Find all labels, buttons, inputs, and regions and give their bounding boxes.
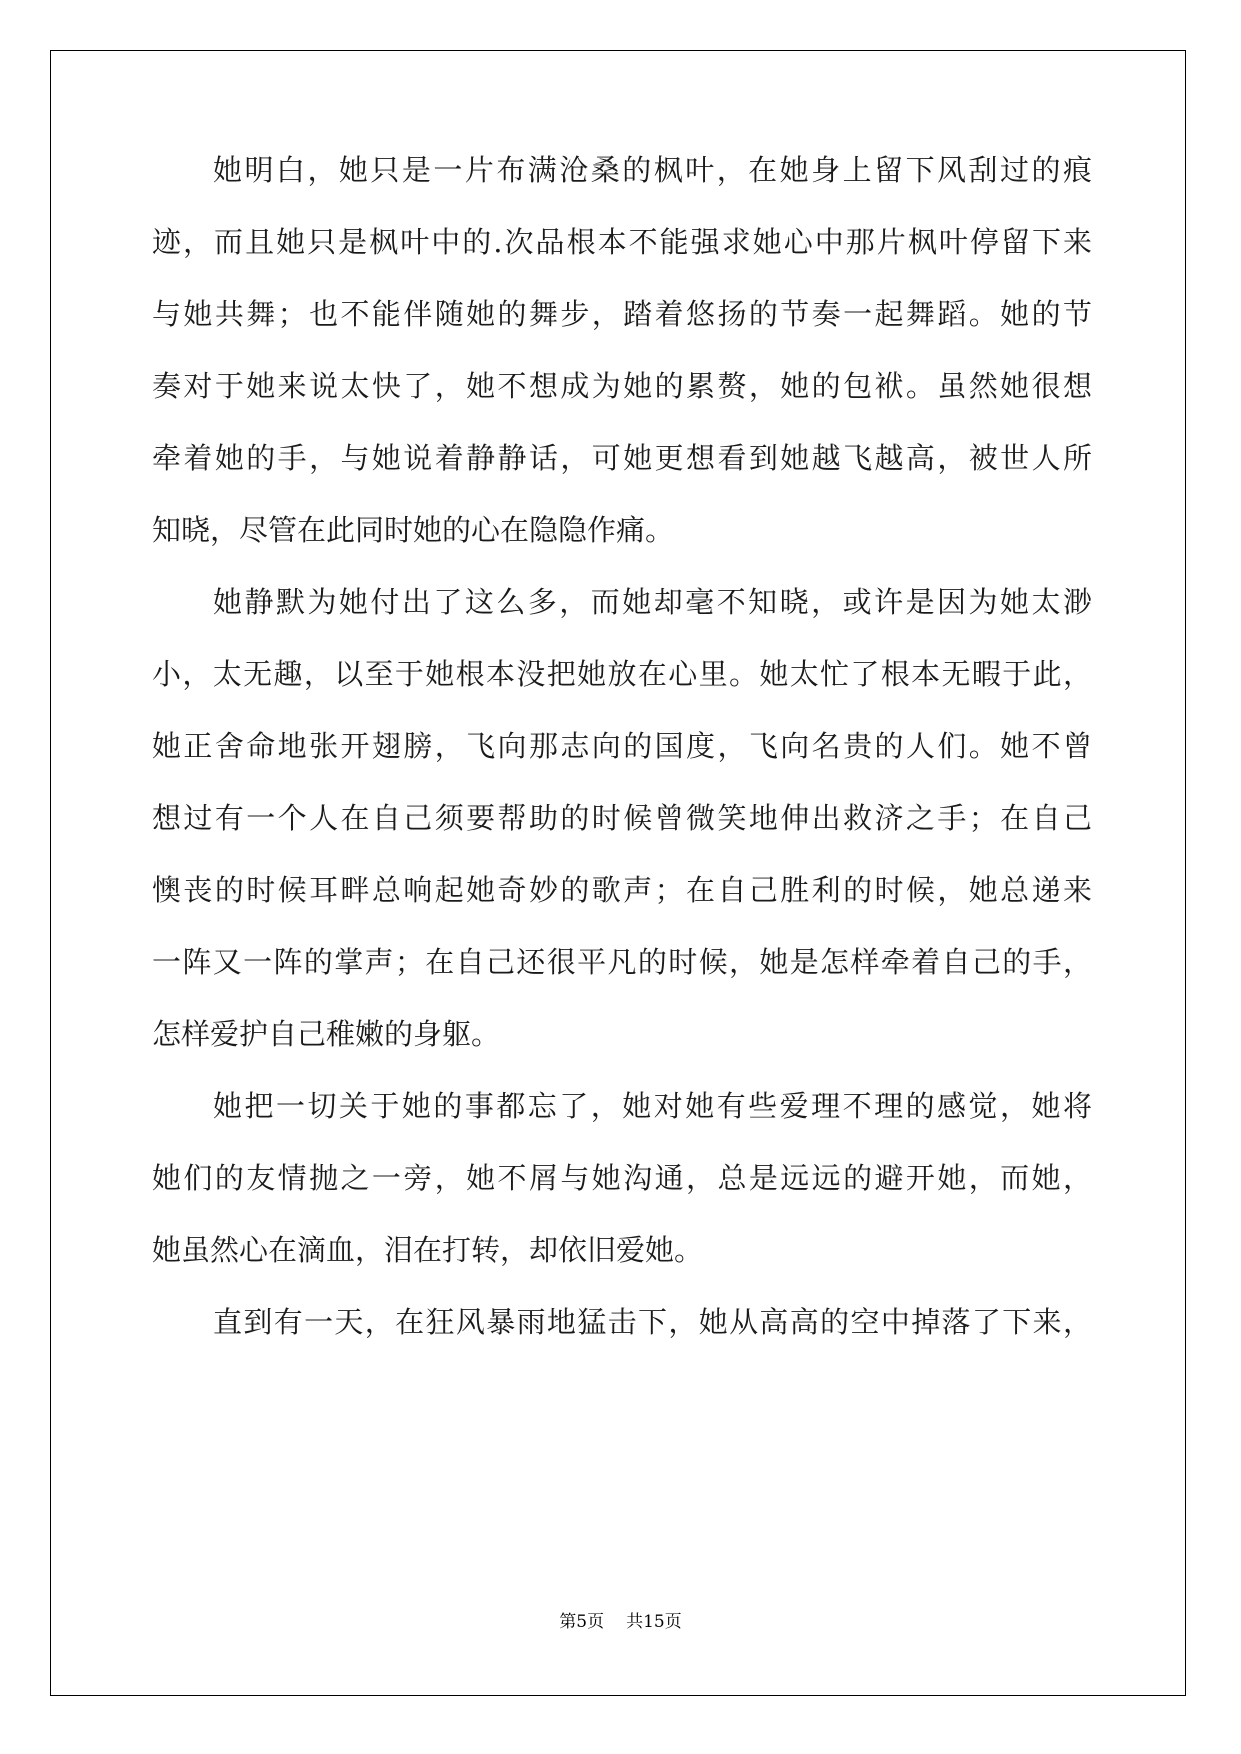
paragraph-1-line-3: 与她共舞；也不能伴随她的舞步，踏着悠扬的节奏一起舞蹈。她的节: [152, 297, 1092, 331]
paragraph-1-line-4: 奏对于她来说太快了，她不想成为她的累赘，她的包袱。虽然她很想: [152, 369, 1092, 403]
paragraph-2-line-1: 她静默为她付出了这么多，而她却毫不知晓，或许是因为她太渺: [213, 585, 1092, 619]
paragraph-1-line-2: 迹，而且她只是枫叶中的.次品根本不能强求她心中那片枫叶停留下来: [152, 225, 1092, 259]
paragraph-1-line-5: 牵着她的手，与她说着静静话，可她更想看到她越飞越高，被世人所: [152, 441, 1092, 475]
paragraph-3-line-2: 她们的友情抛之一旁，她不屑与她沟通，总是远远的避开她，而她，: [152, 1161, 1092, 1195]
paragraph-2-line-5: 懊丧的时候耳畔总响起她奇妙的歌声；在自己胜利的时候，她总递来: [152, 873, 1092, 907]
paragraph-2-line-6: 一阵又一阵的掌声；在自己还很平凡的时候，她是怎样牵着自己的手，: [152, 945, 1092, 979]
paragraph-1-line-1: 她明白，她只是一片布满沧桑的枫叶，在她身上留下风刮过的痕: [213, 153, 1092, 187]
page-total: 共15页: [626, 1612, 682, 1632]
page-footer: [0, 1610, 1241, 1634]
paragraph-2-line-2: 小，太无趣，以至于她根本没把她放在心里。她太忙了根本无暇于此，: [152, 657, 1092, 691]
page-number: 第5页: [559, 1612, 605, 1632]
paragraph-3-line-3: 她虽然心在滴血，泪在打转，却依旧爱她。: [152, 1233, 704, 1267]
paragraph-2-line-7: 怎样爱护自己稚嫩的身躯。: [152, 1017, 501, 1051]
paragraph-1-line-6: 知晓，尽管在此同时她的心在隐隐作痛。: [152, 513, 675, 547]
paragraph-3-line-1: 她把一切关于她的事都忘了，她对她有些爱理不理的感觉，她将: [213, 1089, 1092, 1123]
paragraph-2-line-3: 她正舍命地张开翅膀，飞向那志向的国度，飞向名贵的人们。她不曾: [152, 729, 1092, 763]
paragraph-2-line-4: 想过有一个人在自己须要帮助的时候曾微笑地伸出救济之手；在自己: [152, 801, 1092, 835]
paragraph-4-line-1: 直到有一天，在狂风暴雨地猛击下，她从高高的空中掉落了下来，: [213, 1305, 1092, 1339]
